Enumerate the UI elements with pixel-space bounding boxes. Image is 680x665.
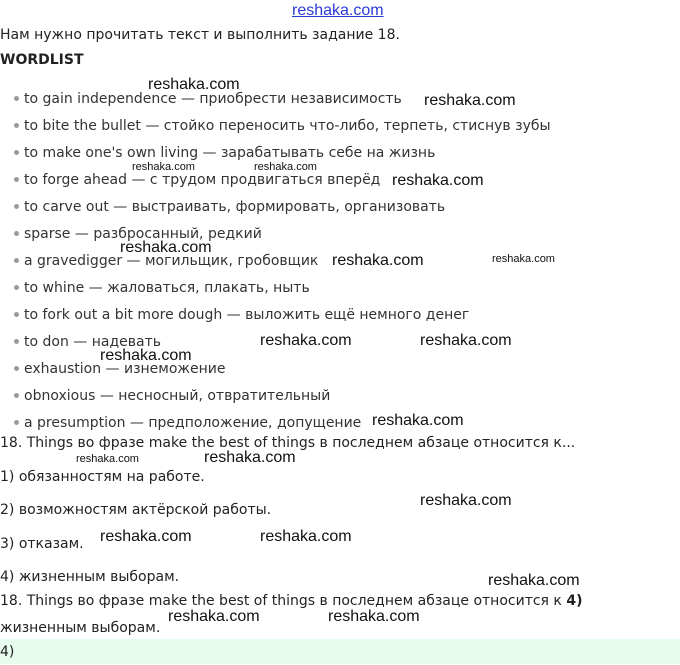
wordlist-title: WORDLIST: [0, 52, 84, 68]
wordlist-item: to gain independence — приобрести независимость: [0, 88, 402, 110]
answer-sentence: 18. Things во фразе make the best of things в последнем абзаце относится к 4): [0, 593, 583, 609]
watermark: reshaka.com: [120, 239, 212, 256]
watermark: reshaka.com: [420, 332, 512, 349]
watermark: reshaka.com: [100, 528, 192, 545]
wordlist-item: a presumption — предположение, допущение: [0, 412, 361, 434]
bullet-icon: [14, 231, 19, 236]
watermark: reshaka.com: [488, 572, 580, 589]
watermark: reshaka.com: [132, 161, 195, 173]
wordlist-item: obnoxious — несносный, отвратительный: [0, 385, 330, 407]
bullet-icon: [14, 150, 19, 155]
bullet-icon: [14, 420, 19, 425]
watermark: reshaka.com: [76, 453, 139, 465]
bullet-icon: [14, 366, 19, 371]
watermark: reshaka.com: [420, 492, 512, 509]
wordlist-item: exhaustion — изнеможение: [0, 358, 226, 380]
bullet-icon: [14, 258, 19, 263]
wordlist-item: sparse — разбросанный, редкий: [0, 223, 262, 245]
wordlist-item: to forge ahead — с трудом продвигаться вперёд: [0, 169, 380, 191]
answer-option: 4) жизненным выборам.: [0, 569, 180, 585]
wordlist-item: to fork out a bit more dough — выложить ещё немного денег: [0, 304, 469, 326]
answer-highlight: 4): [566, 593, 583, 609]
watermark: reshaka.com: [148, 76, 240, 93]
answer-box: [0, 639, 680, 664]
bullet-icon: [14, 177, 19, 182]
wordlist-item: to make one's own living — зарабатывать себе на жизнь: [0, 142, 435, 164]
watermark: reshaka.com: [254, 161, 317, 173]
answer-option: 3) отказам.: [0, 536, 84, 552]
bullet-icon: [14, 393, 19, 398]
bullet-icon: [14, 123, 19, 128]
watermark: reshaka.com: [204, 449, 296, 466]
wordlist-item: to bite the bullet — стойко переносить что-либо, терпеть, стиснув зубы: [0, 115, 551, 137]
answer-sentence-end: жизненным выборам.: [0, 620, 161, 636]
site-link[interactable]: reshaka.com: [292, 2, 384, 19]
answer-value: 4): [0, 644, 15, 660]
wordlist-item: to whine — жаловаться, плакать, ныть: [0, 277, 310, 299]
answer-option: 2) возможностям актёрской работы.: [0, 502, 272, 518]
watermark: reshaka.com: [372, 412, 464, 429]
wordlist-item: to don — надевать: [0, 331, 161, 353]
bullet-icon: [14, 96, 19, 101]
wordlist-item: to carve out — выстраивать, формировать, организовать: [0, 196, 445, 218]
wordlist-item: a gravedigger — могильщик, гробовщик: [0, 250, 318, 272]
watermark: reshaka.com: [492, 253, 555, 265]
watermark: reshaka.com: [168, 608, 260, 625]
watermark: reshaka.com: [328, 608, 420, 625]
watermark: reshaka.com: [100, 347, 192, 364]
answer-option: 1) обязанностям на работе.: [0, 469, 205, 485]
watermark: reshaka.com: [260, 528, 352, 545]
bullet-icon: [14, 204, 19, 209]
watermark: reshaka.com: [260, 332, 352, 349]
bullet-icon: [14, 339, 19, 344]
bullet-icon: [14, 312, 19, 317]
question-text: 18. Things во фразе make the best of things в последнем абзаце относится к...: [0, 435, 576, 451]
watermark: reshaka.com: [424, 92, 516, 109]
watermark: reshaka.com: [332, 252, 424, 269]
watermark: reshaka.com: [392, 172, 484, 189]
bullet-icon: [14, 285, 19, 290]
intro-text: Нам нужно прочитать текст и выполнить задание 18.: [0, 27, 400, 43]
